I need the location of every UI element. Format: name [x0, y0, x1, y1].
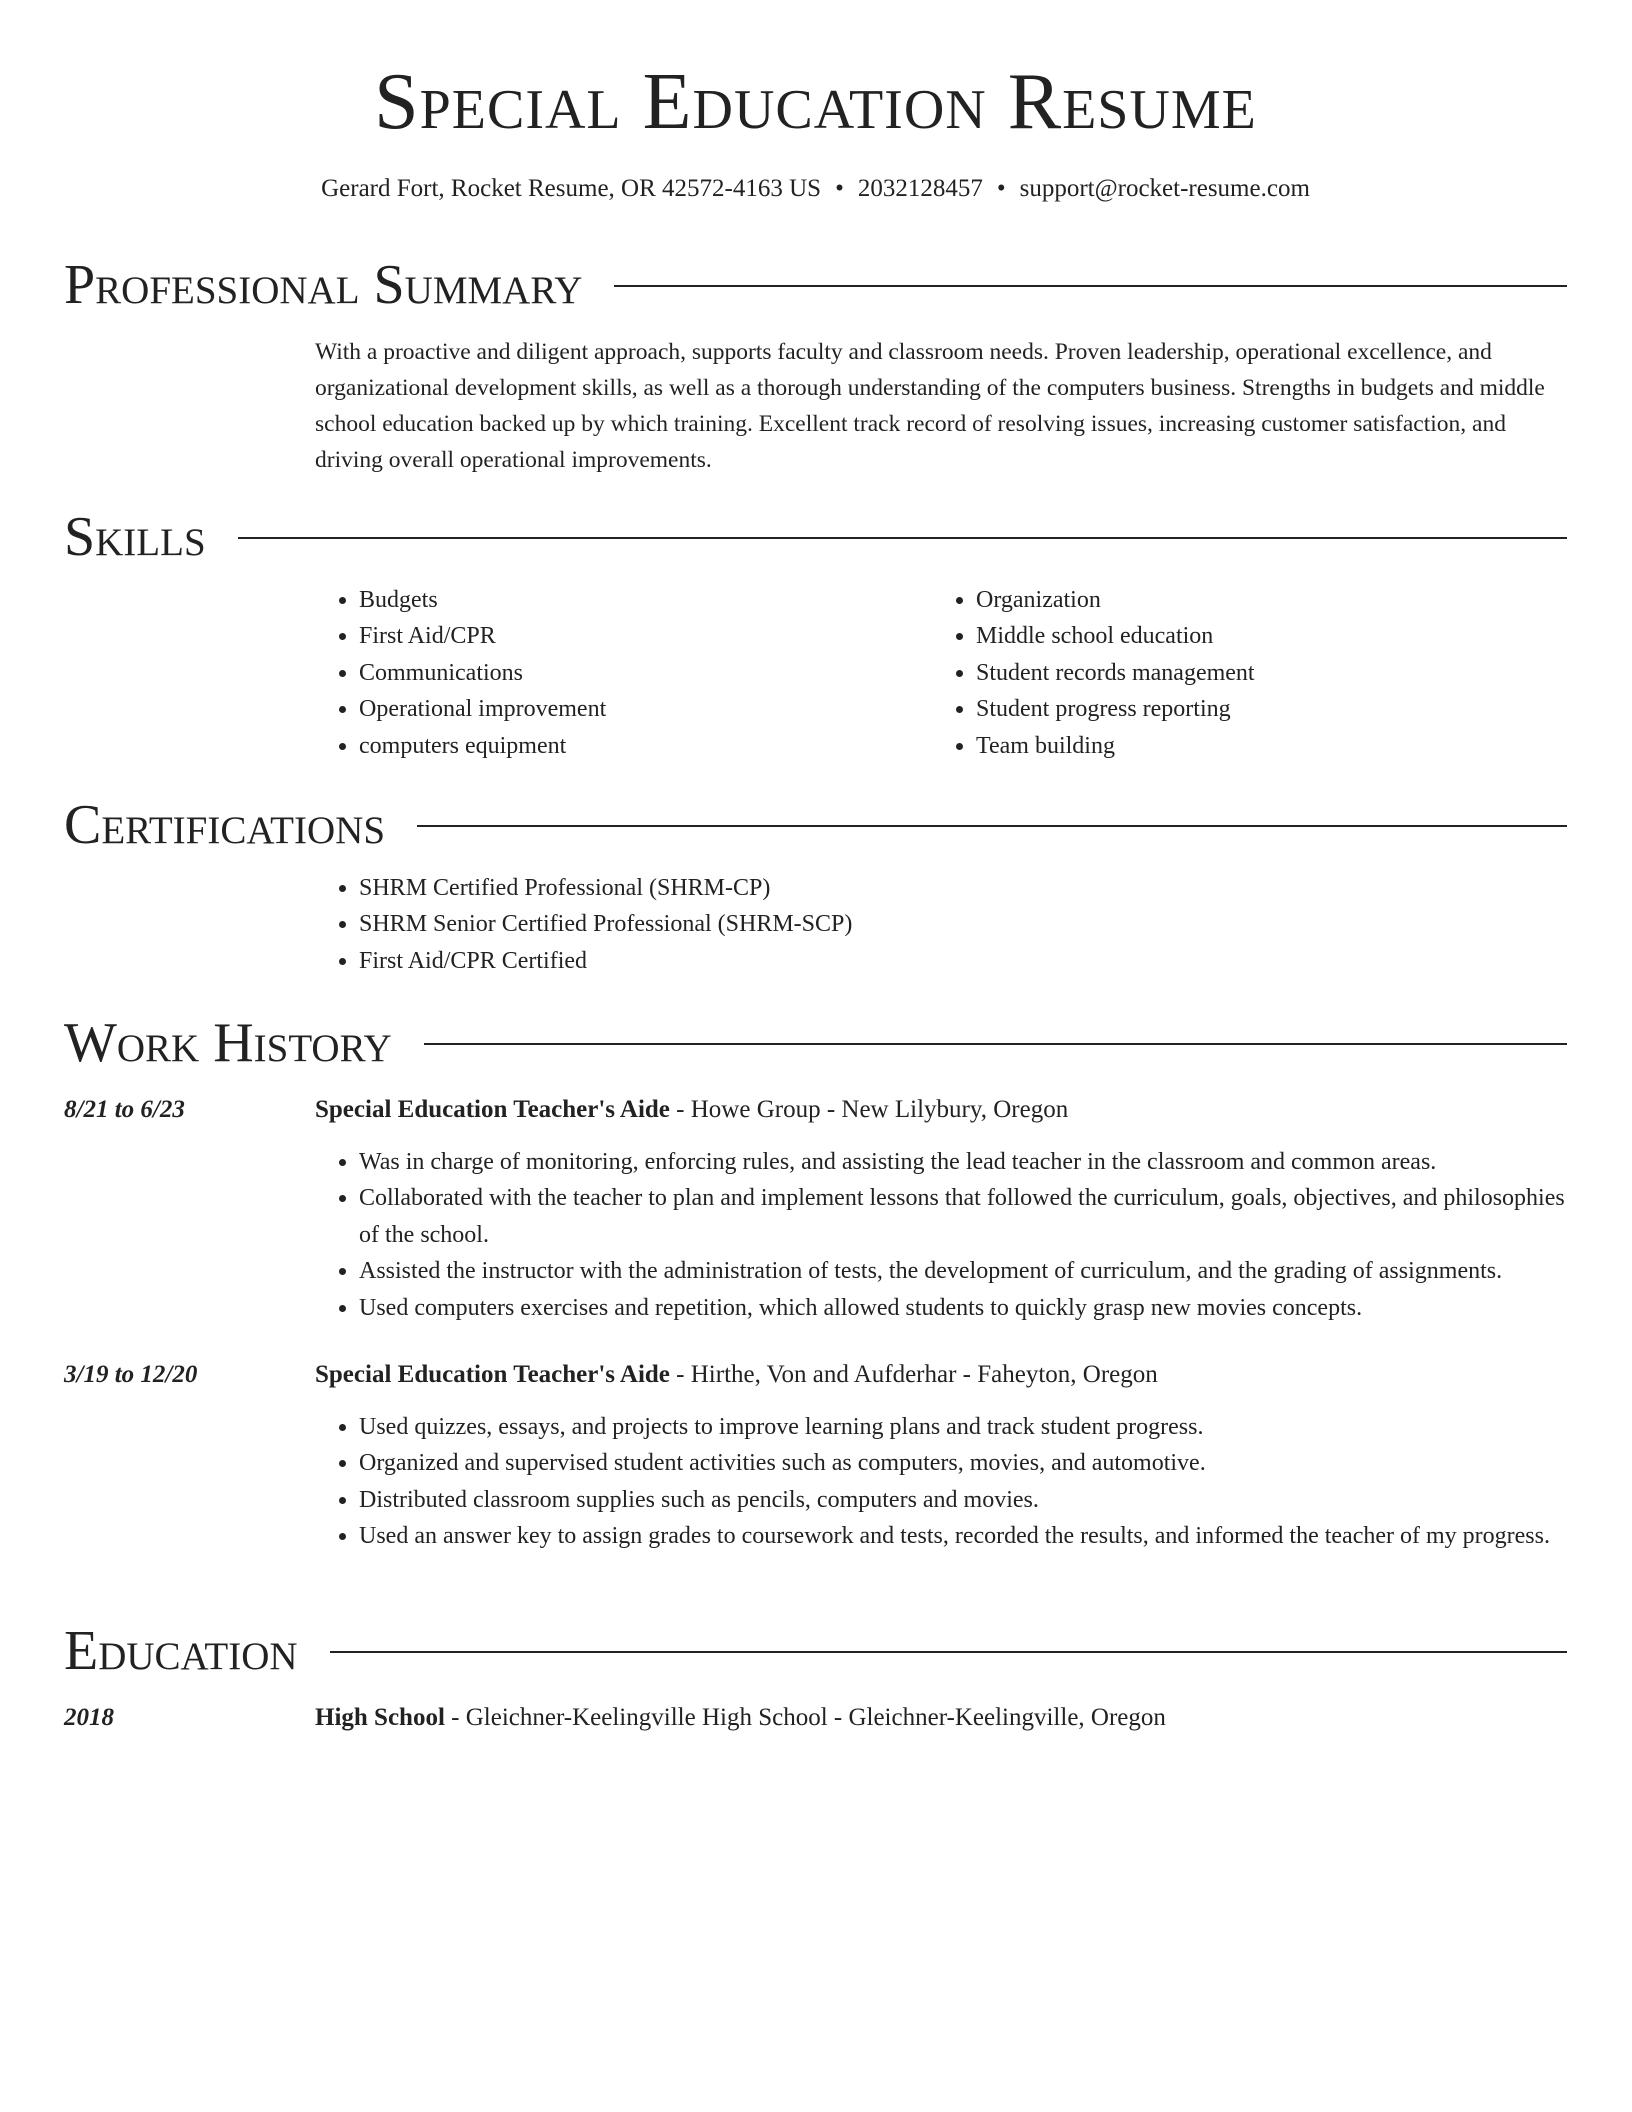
job-duties: [315, 1144, 1567, 1326]
contact-address: Gerard Fort, Rocket Resume, OR 42572-4163 US: [321, 175, 822, 202]
job-employer: - Howe Group - New Lilybury, Oregon: [669, 1096, 1069, 1123]
education-year: 2018: [64, 1704, 114, 1731]
job-duty: • Assisted the instructor with the administration of tests, the development of curriculum, and the grading of assignments.: [359, 1253, 1567, 1289]
work-history-heading: Work History: [64, 1012, 392, 1074]
job-duty: • Was in charge of monitoring, enforcing rules, and assisting the lead teacher in the classroom and common areas.: [359, 1144, 1567, 1180]
job-entry: [64, 1092, 1567, 1326]
contact-separator: •: [835, 175, 844, 202]
skill-item: • Budgets: [359, 582, 932, 618]
section-divider: [417, 825, 1567, 827]
job-duty: • Used an answer key to assign grades to coursework and tests, recorded the results, and informed the teacher of my progress.: [359, 1518, 1567, 1554]
skills-heading: Skills: [64, 506, 206, 568]
certification-item: • First Aid/CPR Certified: [359, 943, 1567, 979]
contact-separator: •: [996, 175, 1006, 202]
education-heading: Education: [64, 1620, 298, 1682]
certifications-section: [64, 790, 1567, 979]
education-school: - Gleichner-Keelingville High School - Gleichner-Keelingville, Oregon: [444, 1704, 1166, 1731]
skills-section: [64, 502, 1567, 764]
certifications-list: [315, 870, 1567, 979]
certification-item: • SHRM Certified Professional (SHRM-CP): [359, 870, 1567, 906]
work-history-section: [64, 1008, 1567, 1078]
skill-item: • Communications: [359, 655, 932, 691]
skill-item: • Team building: [976, 728, 1549, 764]
job-duty: • Collaborated with the teacher to plan and implement lessons that followed the curriculum, goals, objectives, and philosophies of the school.: [359, 1180, 1567, 1253]
job-duty: • Used quizzes, essays, and projects to improve learning plans and track student progress.: [359, 1409, 1567, 1445]
skill-item: • Middle school education: [976, 618, 1549, 654]
job-duties: [315, 1409, 1567, 1555]
skill-item: • Operational improvement: [359, 691, 932, 727]
contact-info: [64, 172, 1567, 206]
skill-item: • First Aid/CPR: [359, 618, 932, 654]
section-divider: [614, 285, 1567, 287]
contact-email: support@rocket-resume.com: [1019, 175, 1310, 202]
job-duty: • Used computers exercises and repetition, which allowed students to quickly grasp new movies concepts.: [359, 1290, 1567, 1326]
skill-item: • Organization: [976, 582, 1549, 618]
education-entry: [64, 1700, 1567, 1736]
summary-heading: Professional Summary: [64, 254, 583, 316]
job-dates: 3/19 to 12/20: [64, 1361, 198, 1388]
page-title: Special Education Resume: [374, 58, 1257, 146]
section-divider: [238, 537, 1567, 539]
job-title: Special Education Teacher's Aide: [315, 1096, 670, 1123]
summary-text: With a proactive and diligent approach, supports faculty and classroom needs. Proven leadership, operational excellence, and organizational development skills, as well as a thorough understanding of the computers business. Strengths in budgets and middle school education backed up by which training. Excellent track record of resolving issues, increasing customer satisfaction, and driving overall operational improvements.: [315, 339, 1545, 473]
certifications-heading: Certifications: [64, 794, 386, 856]
contact-phone: 2032128457: [857, 175, 983, 202]
education-degree: High School: [315, 1704, 445, 1731]
summary-section: [64, 250, 1567, 478]
job-duty: • Distributed classroom supplies such as pencils, computers and movies.: [359, 1482, 1567, 1518]
skills-list: [315, 582, 1567, 764]
education-section: [64, 1616, 1567, 1686]
resume-page: [64, 0, 1567, 1731]
job-employer: - Hirthe, Von and Aufderhar - Faheyton, Oregon: [669, 1361, 1158, 1388]
section-divider: [424, 1043, 1567, 1045]
skill-item: • computers equipment: [359, 728, 932, 764]
skill-item: • Student records management: [976, 655, 1549, 691]
job-dates: 8/21 to 6/23: [64, 1096, 185, 1123]
certification-item: • SHRM Senior Certified Professional (SHRM-SCP): [359, 906, 1567, 942]
skills-right-column: [932, 582, 1549, 764]
job-entry: [64, 1357, 1567, 1555]
job-title: Special Education Teacher's Aide: [315, 1361, 670, 1388]
skills-left-column: [315, 582, 932, 764]
job-duty: • Organized and supervised student activities such as computers, movies, and automotive.: [359, 1445, 1567, 1481]
section-divider: [330, 1651, 1567, 1653]
skill-item: • Student progress reporting: [976, 691, 1549, 727]
